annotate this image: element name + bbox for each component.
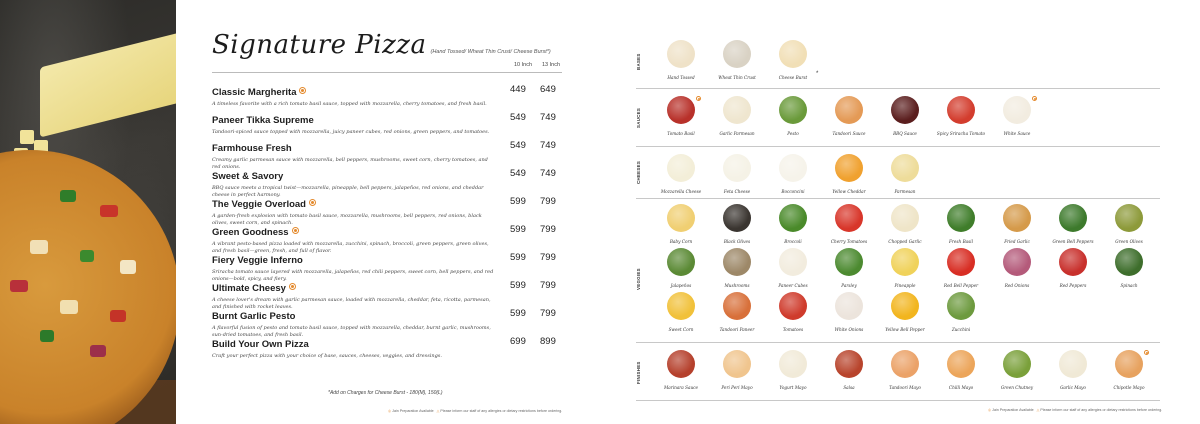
- ingredient-label: Yellow Bell Pepper: [885, 327, 925, 332]
- ingredient-item: [1100, 248, 1158, 288]
- ingredient-label: Chilli Mayo: [948, 385, 974, 390]
- pizza-name: The Veggie Overload: [212, 199, 306, 210]
- ingredient-image: [667, 248, 695, 276]
- ingredient-item: [708, 40, 766, 80]
- topping-pepper: [40, 330, 54, 342]
- ingredient-label: Cherry Tomatoes: [830, 239, 868, 244]
- pizza-name: Ultimate Cheesy: [212, 283, 286, 294]
- menu-item: [212, 306, 566, 338]
- ingredient-label: Cheese Burst: [778, 75, 808, 80]
- legend-allergy: Please inform our staff of any allergies or dietary restrictions before ordering.: [440, 409, 563, 413]
- ingredient-label: Tandoori Paneer: [719, 327, 755, 332]
- jain-icon: ◎: [388, 409, 392, 413]
- price-13-inch: 749: [540, 112, 556, 123]
- ingredient-item: [932, 292, 990, 332]
- topping-pepper: [60, 190, 76, 202]
- ingredient-label: Red Onions: [1004, 283, 1030, 288]
- ingredient-image: [667, 40, 695, 68]
- ingredient-image: [723, 204, 751, 232]
- ingredient-label: Peri Peri Mayo: [721, 385, 753, 390]
- cheese-cube: [20, 130, 34, 144]
- ingredient-image: [891, 204, 919, 232]
- ingredient-item: [708, 350, 766, 390]
- ingredient-label: Fresh Basil: [949, 239, 973, 244]
- jain-icon: [696, 96, 701, 101]
- price-13-inch: 799: [540, 224, 556, 235]
- price-13-inch: 799: [540, 308, 556, 319]
- ingredient-label: Garlic Parmesan: [719, 131, 755, 136]
- ingredient-item: [876, 154, 934, 194]
- menu-item: [212, 250, 566, 282]
- price-10-inch: 599: [510, 196, 526, 207]
- ingredient-image: [1115, 248, 1143, 276]
- menu-item: [212, 278, 566, 310]
- ingredient-label: Sweet Corn: [668, 327, 694, 332]
- ingredient-item: [932, 204, 990, 244]
- ingredient-image: [891, 154, 919, 182]
- menu-legend: [388, 409, 562, 413]
- ingredient-label: Red Bell Pepper: [943, 283, 979, 288]
- ingredient-label: Yellow Cheddar: [832, 189, 866, 194]
- ingredient-image: [723, 350, 751, 378]
- ingredient-image: [667, 204, 695, 232]
- ingredient-item: [1100, 204, 1158, 244]
- ingredient-image: [1059, 350, 1087, 378]
- jain-icon: [299, 87, 306, 94]
- ingredient-item: [988, 248, 1046, 288]
- ingredient-item: [988, 204, 1046, 244]
- ingredient-label: Chopped Garlic: [888, 239, 922, 244]
- section-label: VEGGIES: [636, 268, 641, 290]
- ingredient-label: BBQ Sauce: [893, 131, 917, 136]
- menu-item: [212, 222, 566, 254]
- cheese-burst-note: *Add on Charges for Cheese Burst - 180(M), 150(L): [328, 390, 443, 396]
- pizza-name: Build Your Own Pizza: [212, 339, 309, 350]
- price-13-inch: 749: [540, 168, 556, 179]
- ingredient-image: [835, 350, 863, 378]
- ingredient-image: [779, 40, 807, 68]
- ingredient-image: [1059, 204, 1087, 232]
- ingredient-item: [708, 248, 766, 288]
- ingredient-item: [764, 204, 822, 244]
- ingredient-label: Yogurt Mayo: [779, 385, 807, 390]
- topping-onion: [90, 345, 106, 357]
- ingredient-item: [932, 350, 990, 390]
- ingredient-item: [820, 96, 878, 136]
- ingredient-item: [652, 204, 710, 244]
- ingredient-item: [708, 96, 766, 136]
- pizza-description: Tandoori-spiced sauce topped with mozzarella, juicy paneer cubes, red onions, green peppers, and tomatoes.: [212, 129, 490, 135]
- ingredient-item: [764, 350, 822, 390]
- ingredient-label: Zucchini: [951, 327, 971, 332]
- ingredient-label: Broccoli: [784, 239, 802, 244]
- ingredient-label: Tandoori Sauce: [832, 131, 866, 136]
- ingredient-item: [876, 292, 934, 332]
- menu-item: [212, 194, 566, 226]
- jain-icon: [1032, 96, 1037, 101]
- pizza-description: A vibrant pesto-based pizza loaded with mozzarella, zucchini, spinach, broccoli, green peppers, green olives, and fresh basil—green, fresh, and full of flavor.: [212, 241, 489, 254]
- price-13-inch: 799: [540, 252, 556, 263]
- ingredient-label: Spinach: [1120, 283, 1138, 288]
- pizza-name: Burnt Garlic Pesto: [212, 311, 296, 322]
- size-header-13: 13 Inch: [542, 62, 561, 68]
- ingredient-image: [779, 292, 807, 320]
- ingredient-label: Chipotle Mayo: [1113, 385, 1145, 390]
- ingredient-image: [723, 40, 751, 68]
- ingredient-item: [876, 350, 934, 390]
- ingredient-item: [988, 350, 1046, 390]
- price-13-inch: 799: [540, 196, 556, 207]
- ingredient-item: [988, 96, 1046, 136]
- ingredient-label: Spicy Sriracha Tomato: [936, 131, 986, 136]
- pizza-photo: [0, 0, 176, 424]
- menu-item: [212, 166, 566, 198]
- asterisk-mark: *: [816, 71, 819, 77]
- ingredient-label: Green Olives: [1115, 239, 1143, 244]
- ingredient-item: [764, 40, 822, 80]
- ingredient-label: Green Chutney: [1000, 385, 1034, 390]
- topping-pepper: [80, 250, 94, 262]
- pizza-name: Classic Margherita: [212, 87, 297, 98]
- ingredient-label: White Sauce: [1003, 131, 1031, 136]
- topping-paneer: [60, 300, 78, 314]
- ingredient-image: [723, 292, 751, 320]
- ingredient-item: [820, 204, 878, 244]
- ingredients-legend: [988, 408, 1162, 412]
- ingredient-label: Feta Cheese: [723, 189, 751, 194]
- ingredient-label: Tandoori Mayo: [889, 385, 921, 390]
- ingredient-label: Black Olives: [723, 239, 751, 244]
- pizza-description: A cheese lover's dream with garlic parmesan sauce, loaded with mozzarella, cheddar, feta, ricotta, parmesan, and finished with rocket leaves.: [212, 297, 491, 310]
- section-label: FINISHES: [636, 361, 641, 384]
- section-divider: [636, 198, 1160, 199]
- ingredient-label: Fried Garlic: [1004, 239, 1030, 244]
- ingredient-image: [947, 96, 975, 124]
- section-label: BASES: [636, 53, 641, 70]
- ingredient-item: [764, 96, 822, 136]
- price-13-inch: 799: [540, 280, 556, 291]
- ingredient-label: Tomatoes: [782, 327, 804, 332]
- ingredient-label: Mozzarella Cheese: [660, 189, 702, 194]
- menu-title-row: [212, 30, 566, 60]
- menu-item: [212, 138, 566, 170]
- menu-item: [212, 110, 566, 138]
- ingredient-image: [1003, 350, 1031, 378]
- topping-paneer: [30, 240, 48, 254]
- ingredient-item: [820, 248, 878, 288]
- warning-icon: △: [436, 409, 440, 413]
- pizza-description: Creamy garlic parmesan sauce with mozzarella, bell peppers, mushrooms, sweet corn, cherry tomatoes, and red onions.: [212, 157, 488, 170]
- section-label: SAUCES: [636, 107, 641, 128]
- price-10-inch: 549: [510, 168, 526, 179]
- ingredient-image: [947, 292, 975, 320]
- menu-title: Signature Pizza: [212, 30, 427, 60]
- ingredient-item: [820, 350, 878, 390]
- ingredient-item: [652, 154, 710, 194]
- jain-icon: [292, 227, 299, 234]
- ingredient-item: [876, 96, 934, 136]
- price-10-inch: 599: [510, 224, 526, 235]
- ingredient-image: [1003, 96, 1031, 124]
- ingredient-image: [1059, 248, 1087, 276]
- ingredient-image: [1115, 204, 1143, 232]
- pizza-description: A timeless favorite with a rich tomato basil sauce, topped with mozzarella, cherry tomatoes, and fresh basil.: [212, 101, 487, 107]
- size-header-10: 10 Inch: [514, 62, 533, 68]
- ingredient-label: Salsa: [843, 385, 855, 390]
- ingredient-image: [835, 96, 863, 124]
- ingredient-label: Mushrooms: [724, 283, 750, 288]
- menu-item: [212, 82, 566, 110]
- ingredient-image: [835, 154, 863, 182]
- ingredient-image: [947, 204, 975, 232]
- price-10-inch: 699: [510, 336, 526, 347]
- price-13-inch: 649: [540, 84, 556, 95]
- ingredient-image: [667, 96, 695, 124]
- ingredient-image: [723, 154, 751, 182]
- pizza-description: BBQ sauce meets a tropical twist—mozzarella, pineapple, bell peppers, jalapeños, red onions, and cheddar cheese in perfect harmony.: [212, 185, 484, 198]
- ingredient-image: [1115, 350, 1143, 378]
- menu-divider: [212, 72, 562, 73]
- ingredient-label: Green Bell Peppers: [1052, 239, 1094, 244]
- ingredient-image: [1003, 248, 1031, 276]
- ingredient-item: [876, 248, 934, 288]
- ingredient-label: Hand Tossed: [667, 75, 695, 80]
- ingredient-item: [1044, 350, 1102, 390]
- ingredient-item: [708, 292, 766, 332]
- price-10-inch: 549: [510, 140, 526, 151]
- topping-paneer: [120, 260, 136, 274]
- ingredient-label: Pineapple: [894, 283, 916, 288]
- ingredient-label: Baby Corn: [669, 239, 693, 244]
- ingredient-item: [764, 154, 822, 194]
- ingredient-image: [779, 154, 807, 182]
- price-10-inch: 599: [510, 308, 526, 319]
- pizza-description: A garden-fresh explosion with tomato basil sauce, mozzarella, mushrooms, bell peppers, red onions, black olives, sweet corn, and spinach.: [212, 213, 482, 226]
- ingredient-item: [1044, 248, 1102, 288]
- menu-item: [212, 334, 566, 362]
- pizza-description: A flavorful fusion of pesto and tomato basil sauce, topped with mozzarella, cheddar, burnt garlic, mushrooms, sun-dried tomatoes, and fresh basil.: [212, 325, 491, 338]
- jain-icon: [1144, 350, 1149, 355]
- pizza-description: Sriracha tomato sauce layered with mozzarella, jalapeños, red chili peppers, sweet corn, bell peppers, and red onions—bold, spicy, and fiery.: [212, 269, 494, 282]
- ingredient-item: [652, 292, 710, 332]
- topping-pepper: [100, 205, 118, 217]
- ingredient-image: [835, 204, 863, 232]
- ingredient-image: [779, 350, 807, 378]
- ingredient-label: Jalapeños: [670, 283, 692, 288]
- ingredient-image: [779, 96, 807, 124]
- ingredient-item: [876, 204, 934, 244]
- ingredient-label: Wheat Thin Crust: [718, 75, 756, 80]
- ingredient-image: [1003, 204, 1031, 232]
- legend-jain: Jain Preparation Available: [392, 409, 434, 413]
- ingredient-item: [708, 154, 766, 194]
- jain-icon: ◎: [988, 408, 992, 412]
- ingredient-image: [891, 248, 919, 276]
- ingredient-item: [820, 154, 878, 194]
- topping-pepper: [110, 310, 126, 322]
- menu-items: [212, 82, 566, 362]
- pizza-name: Paneer Tikka Supreme: [212, 115, 314, 126]
- pizza-description: Craft your perfect pizza with your choice of base, sauces, cheeses, veggies, and dressings.: [212, 353, 442, 359]
- ingredient-item: [1044, 204, 1102, 244]
- pizza-name: Farmhouse Fresh: [212, 143, 292, 154]
- ingredient-label: Paneer Cubes: [778, 283, 808, 288]
- pizza-name: Green Goodness: [212, 227, 289, 238]
- ingredient-item: [708, 204, 766, 244]
- menu-subtitle: (Hand Tossed/ Wheat Thin Crust/ Cheese Burst*): [430, 49, 551, 55]
- topping-onion: [10, 280, 28, 292]
- ingredient-image: [891, 292, 919, 320]
- ingredient-item: [652, 96, 710, 136]
- ingredient-item: [932, 96, 990, 136]
- ingredient-image: [667, 292, 695, 320]
- ingredient-item: [820, 292, 878, 332]
- ingredient-image: [723, 96, 751, 124]
- ingredient-item: [652, 40, 710, 80]
- ingredients-panel: [636, 0, 1196, 424]
- price-10-inch: 549: [510, 112, 526, 123]
- legend-allergy: Please inform our staff of any allergies or dietary restrictions before ordering.: [1040, 408, 1163, 412]
- ingredient-label: Garlic Mayo: [1060, 385, 1086, 390]
- ingredient-item: [652, 350, 710, 390]
- ingredient-item: [652, 248, 710, 288]
- jain-icon: [289, 283, 296, 290]
- legend-jain: Jain Preparation Available: [992, 408, 1034, 412]
- ingredient-label: Marinara Sauce: [663, 385, 699, 390]
- warning-icon: △: [1036, 408, 1040, 412]
- price-10-inch: 449: [510, 84, 526, 95]
- section-divider: [636, 88, 1160, 89]
- ingredient-item: [1100, 350, 1158, 390]
- ingredient-image: [835, 248, 863, 276]
- ingredient-item: [764, 292, 822, 332]
- price-13-inch: 749: [540, 140, 556, 151]
- ingredient-item: [932, 248, 990, 288]
- section-divider: [636, 146, 1160, 147]
- ingredient-image: [891, 350, 919, 378]
- ingredient-label: Parsley: [841, 283, 857, 288]
- ingredient-image: [667, 154, 695, 182]
- ingredient-image: [947, 350, 975, 378]
- ingredient-label: Pesto: [787, 131, 799, 136]
- ingredient-image: [723, 248, 751, 276]
- ingredient-image: [835, 292, 863, 320]
- ingredient-label: Red Peppers: [1059, 283, 1087, 288]
- ingredient-image: [779, 204, 807, 232]
- ingredient-label: Parmesan: [894, 189, 916, 194]
- price-13-inch: 899: [540, 336, 556, 347]
- section-label: CHEESES: [636, 160, 641, 184]
- ingredient-image: [891, 96, 919, 124]
- price-10-inch: 599: [510, 252, 526, 263]
- signature-pizza-menu: [212, 30, 566, 359]
- ingredient-label: Bocconcini: [781, 189, 805, 194]
- ingredient-label: Tomato Basil: [667, 131, 695, 136]
- ingredient-label: White Onions: [834, 327, 864, 332]
- section-divider: [636, 400, 1160, 401]
- ingredient-item: [764, 248, 822, 288]
- ingredient-image: [947, 248, 975, 276]
- ingredient-image: [779, 248, 807, 276]
- pizza-name: Fiery Veggie Inferno: [212, 255, 303, 266]
- section-divider: [636, 342, 1160, 343]
- jain-icon: [309, 199, 316, 206]
- price-10-inch: 599: [510, 280, 526, 291]
- pizza-name: Sweet & Savory: [212, 171, 284, 182]
- ingredient-image: [667, 350, 695, 378]
